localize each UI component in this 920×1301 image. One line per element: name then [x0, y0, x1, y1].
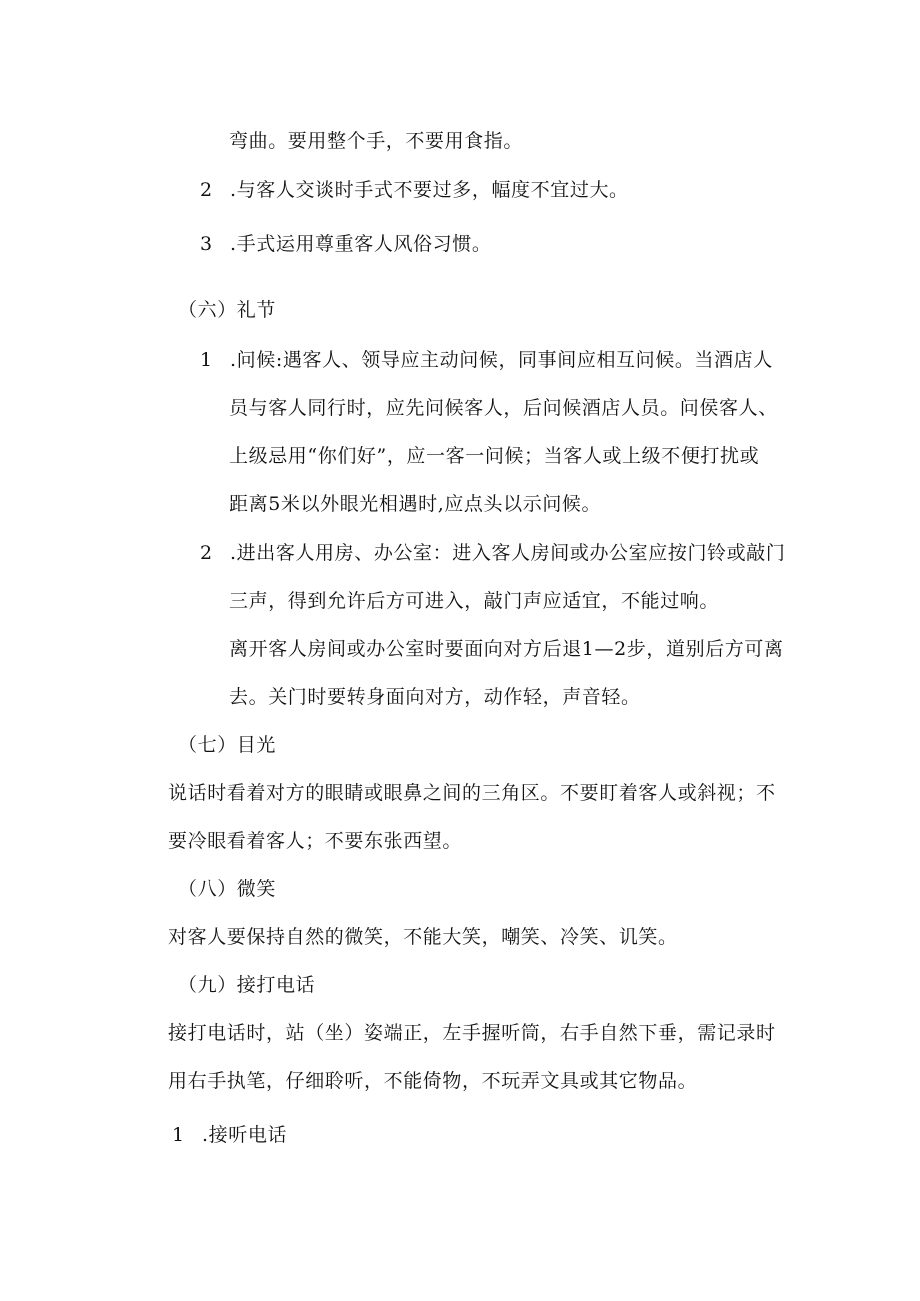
list-item-text: .问候:遇客人、领导应主动问候，同事间应相互问候。当酒店人	[230, 349, 773, 371]
body-text-line: 去。关门时要转身面向对方，动作轻，声音轻。	[229, 686, 641, 708]
body-text-line: 距离5米以外眼光相遇时,应点头以示问候。	[229, 493, 602, 515]
list-item-text: .与客人交谈时手式不要过多，幅度不宜过大。	[230, 179, 629, 201]
list-item	[200, 540, 785, 566]
section-heading: （八）微笑	[178, 878, 277, 900]
list-item-text: .手式运用尊重客人风俗习惯。	[230, 233, 492, 255]
body-text-line: 员与客人同行时，应先问候客人，后问候酒店人员。问侯客人、	[229, 397, 778, 419]
list-item	[200, 177, 629, 203]
section-heading: （九）接打电话	[178, 974, 316, 996]
section-heading: （六）礼节	[178, 299, 277, 321]
list-item-number: 2	[200, 542, 213, 564]
list-item-number: 2	[200, 179, 213, 201]
list-item-text: .进出客人用房、办公室：进入客人房间或办公室应按门铃或敲门	[230, 542, 786, 564]
list-item-number: 1	[200, 349, 213, 371]
body-text-line: 三声，得到允许后方可进入，敲门声应适宜，不能过响。	[229, 590, 720, 612]
list-item	[200, 231, 491, 257]
list-item-number: 3	[200, 233, 213, 255]
list-item	[172, 1122, 287, 1148]
body-text-line: 接打电话时，站（坐）姿端正，左手握听筒，右手自然下垂，需记录时	[168, 1022, 776, 1044]
body-text-line: 弯曲。要用整个手，不要用食指。	[229, 130, 524, 152]
body-text-line: 对客人要保持自然的微笑，不能大笑，嘲笑、冷笑、讥笑。	[168, 926, 678, 948]
body-text-line: 上级忌用“你们好”，应一客一问候；当客人或上级不便打扰或	[229, 445, 760, 467]
body-text-line: 说话时看着对方的眼睛或眼鼻之间的三角区。不要盯着客人或斜视；不	[168, 782, 776, 804]
list-item	[200, 347, 773, 373]
list-item-number: 1	[172, 1124, 185, 1146]
body-text-line: 用右手执笔，仔细聆听，不能倚物，不玩弄文具或其它物品。	[168, 1070, 698, 1092]
list-item-text: .接听电话	[202, 1124, 288, 1146]
body-text-line: 离开客人房间或办公室时要面向对方后退1—2步，道别后方可离	[229, 638, 784, 660]
section-heading: （七）目光	[178, 734, 277, 756]
body-text-line: 要冷眼看着客人；不要东张西望。	[168, 830, 463, 852]
